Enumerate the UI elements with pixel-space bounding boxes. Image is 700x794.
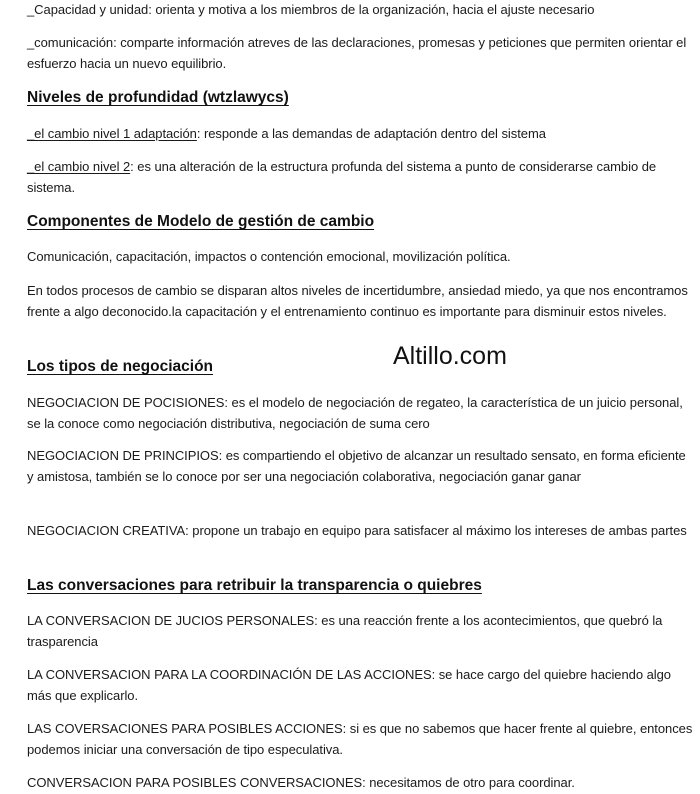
heading-conversaciones: Las conversaciones para retribuir la transparencia o quiebres xyxy=(27,577,482,594)
heading-niveles: Niveles de profundidad (wtzlawycs) xyxy=(27,89,289,106)
watermark-text: Altillo.com xyxy=(393,342,507,370)
heading-negociacion: Los tipos de negociación xyxy=(27,358,214,375)
niveles-item-2-text: : es una alteración de la estructura profunda del sistema a punto de considerarse cambio de sistema. xyxy=(27,159,657,195)
niveles-item-1 xyxy=(27,124,693,145)
niveles-item-2-label: _el cambio nivel 2 xyxy=(27,159,131,174)
intro-paragraph-comunicacion: _comunicación: comparte información atreves de las declaraciones, promesas y peticiones que permiten orientar el esfuerzo hacia un nuevo equilibrio. xyxy=(27,35,687,71)
conversacion-coordinacion: LA CONVERSACION PARA LA COORDINACIÓN DE LAS ACCIONES: se hace cargo del quiebre haciendo algo más que explicarlo. xyxy=(27,667,671,703)
componentes-paragraph-2: En todos procesos de cambio se disparan altos niveles de incertidumbre, ansiedad miedo, ya que nos encontramos frente a algo deconocido.la capacitación y el entrenamiento continuo es importante para disminuir estos niveles. xyxy=(27,283,688,319)
niveles-item-1-text: : responde a las demandas de adaptación dentro del sistema xyxy=(196,126,546,141)
negociacion-posiciones: NEGOCIACION DE POCISIONES: es el modelo de negociación de regateo, la característica de un juicio personal, se la conoce como negociación distributiva, negociación de suma cero xyxy=(27,395,683,431)
intro-paragraph-capacidad: _Capacidad y unidad: orienta y motiva a los miembros de la organización, hacia el ajuste necesario xyxy=(27,2,595,17)
conversacion-posibles-conversaciones: CONVERSACION PARA POSIBLES CONVERSACIONES: necesitamos de otro para coordinar. xyxy=(27,775,575,790)
negociacion-creativa: NEGOCIACION CREATIVA: propone un trabajo en equipo para satisfacer al máximo los intereses de ambas partes xyxy=(27,523,687,538)
conversacion-posibles-acciones: LAS COVERSACIONES PARA POSIBLES ACCIONES: si es que no sabemos que hacer frente al quiebre, entonces podemos iniciar una conversación de tipo especulativa. xyxy=(27,721,693,757)
componentes-paragraph-1: Comunicación, capacitación, impactos o contención emocional, movilización política. xyxy=(27,249,511,264)
heading-componentes: Componentes de Modelo de gestión de cambio xyxy=(27,213,375,230)
conversacion-juicios: LA CONVERSACION DE JUCIOS PERSONALES: es una reacción frente a los acontecimientos, que quebró la trasparencia xyxy=(27,613,663,649)
negociacion-principios: NEGOCIACION DE PRINCIPIOS: es compartiendo el objetivo de alcanzar un resultado sensato, en forma eficiente y amistosa, también se lo conoce por ser una negociación colaborativa, negociación ganar ganar xyxy=(27,448,686,484)
niveles-item-2 xyxy=(27,157,693,198)
niveles-item-1-label: _el cambio nivel 1 adaptación xyxy=(27,126,197,141)
